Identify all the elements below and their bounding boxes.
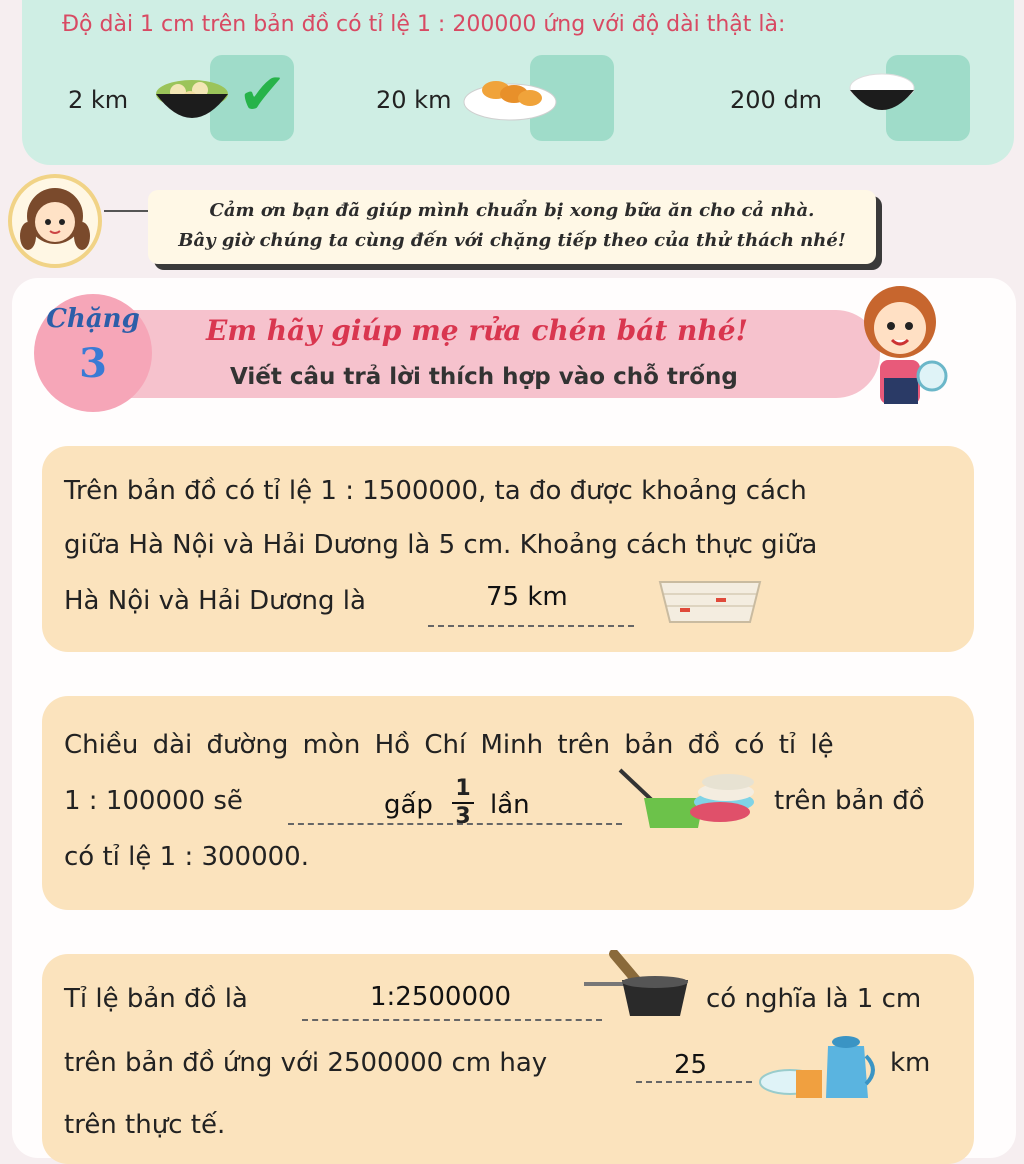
question-title: Độ dài 1 cm trên bản đồ có tỉ lệ 1 : 200000 ứng với độ dài thật là: bbox=[62, 12, 786, 37]
card1-line-1: Trên bản đồ có tỉ lệ 1 : 1500000, ta đo được khoảng cách bbox=[64, 476, 807, 506]
card3-line-2-start: trên bản đồ ứng với 2500000 cm hay bbox=[64, 1048, 548, 1078]
stage-instruction: Viết câu trả lời thích hợp vào chỗ trống bbox=[230, 364, 738, 390]
fraction-denominator: 3 bbox=[452, 802, 474, 830]
girl-avatar bbox=[8, 174, 102, 268]
card2-answer-word-1: gấp bbox=[384, 790, 433, 820]
cooking-pot-icon bbox=[584, 950, 692, 1024]
stage-title: Em hãy giúp mẹ rửa chén bát nhé! bbox=[206, 314, 748, 347]
card2-line-2-start: 1 : 100000 sẽ bbox=[64, 786, 243, 816]
stage-number: 3 bbox=[79, 340, 107, 387]
rice-bowl-icon bbox=[846, 70, 918, 122]
card3-answer-2: 25 bbox=[674, 1050, 708, 1080]
card2-line-1: Chiều dài đường mòn Hồ Chí Minh trên bản đồ có tỉ lệ bbox=[64, 730, 834, 760]
speech-bubble bbox=[148, 190, 876, 264]
card3-line-3: trên thực tế. bbox=[64, 1110, 226, 1140]
card3-answer-1: 1:2500000 bbox=[370, 982, 512, 1012]
girl-washing-dish-icon bbox=[852, 282, 948, 406]
fraction-numerator: 1 bbox=[455, 776, 471, 801]
card2-line-2-end: trên bản đồ bbox=[774, 786, 925, 816]
speech-line-1: Cảm ơn bạn đã giúp mình chuẩn bị xong bữa ăn cho cả nhà. bbox=[209, 200, 815, 221]
card1-line-3: Hà Nội và Hải Dương là bbox=[64, 586, 366, 616]
soup-bowl-icon bbox=[154, 72, 230, 134]
check-icon: ✔ bbox=[238, 60, 287, 128]
stacked-plates-icon bbox=[656, 574, 764, 630]
card3-answer-1-blank[interactable] bbox=[302, 1018, 602, 1021]
card1-answer: 75 km bbox=[486, 582, 568, 612]
card1-answer-blank[interactable] bbox=[428, 624, 634, 627]
option-200dm-label: 200 dm bbox=[730, 86, 823, 114]
dumpling-plate-icon bbox=[462, 66, 558, 124]
card2-answer-word-2: lần bbox=[490, 790, 530, 820]
card3-line-1-end: có nghĩa là 1 cm bbox=[706, 984, 922, 1014]
card3-line-1-start: Tỉ lệ bản đồ là bbox=[64, 984, 248, 1014]
card2-line-3: có tỉ lệ 1 : 300000. bbox=[64, 842, 309, 872]
kettle-and-cups-icon bbox=[756, 1026, 880, 1102]
card1-line-2: giữa Hà Nội và Hải Dương là 5 cm. Khoảng cách thực giữa bbox=[64, 530, 818, 560]
option-2km-label: 2 km bbox=[68, 86, 129, 114]
card3-answer-2-blank[interactable] bbox=[636, 1080, 752, 1083]
card3-line-2-end: km bbox=[890, 1048, 931, 1078]
bubble-tail bbox=[104, 210, 152, 212]
speech-line-2: Bây giờ chúng ta cùng đến với chặng tiếp theo của thử thách nhé! bbox=[178, 230, 846, 251]
option-20km-label: 20 km bbox=[376, 86, 452, 114]
stage-word: Chặng bbox=[46, 304, 140, 334]
dish-basin-icon bbox=[614, 764, 760, 836]
card2-answer-fraction bbox=[452, 776, 474, 830]
